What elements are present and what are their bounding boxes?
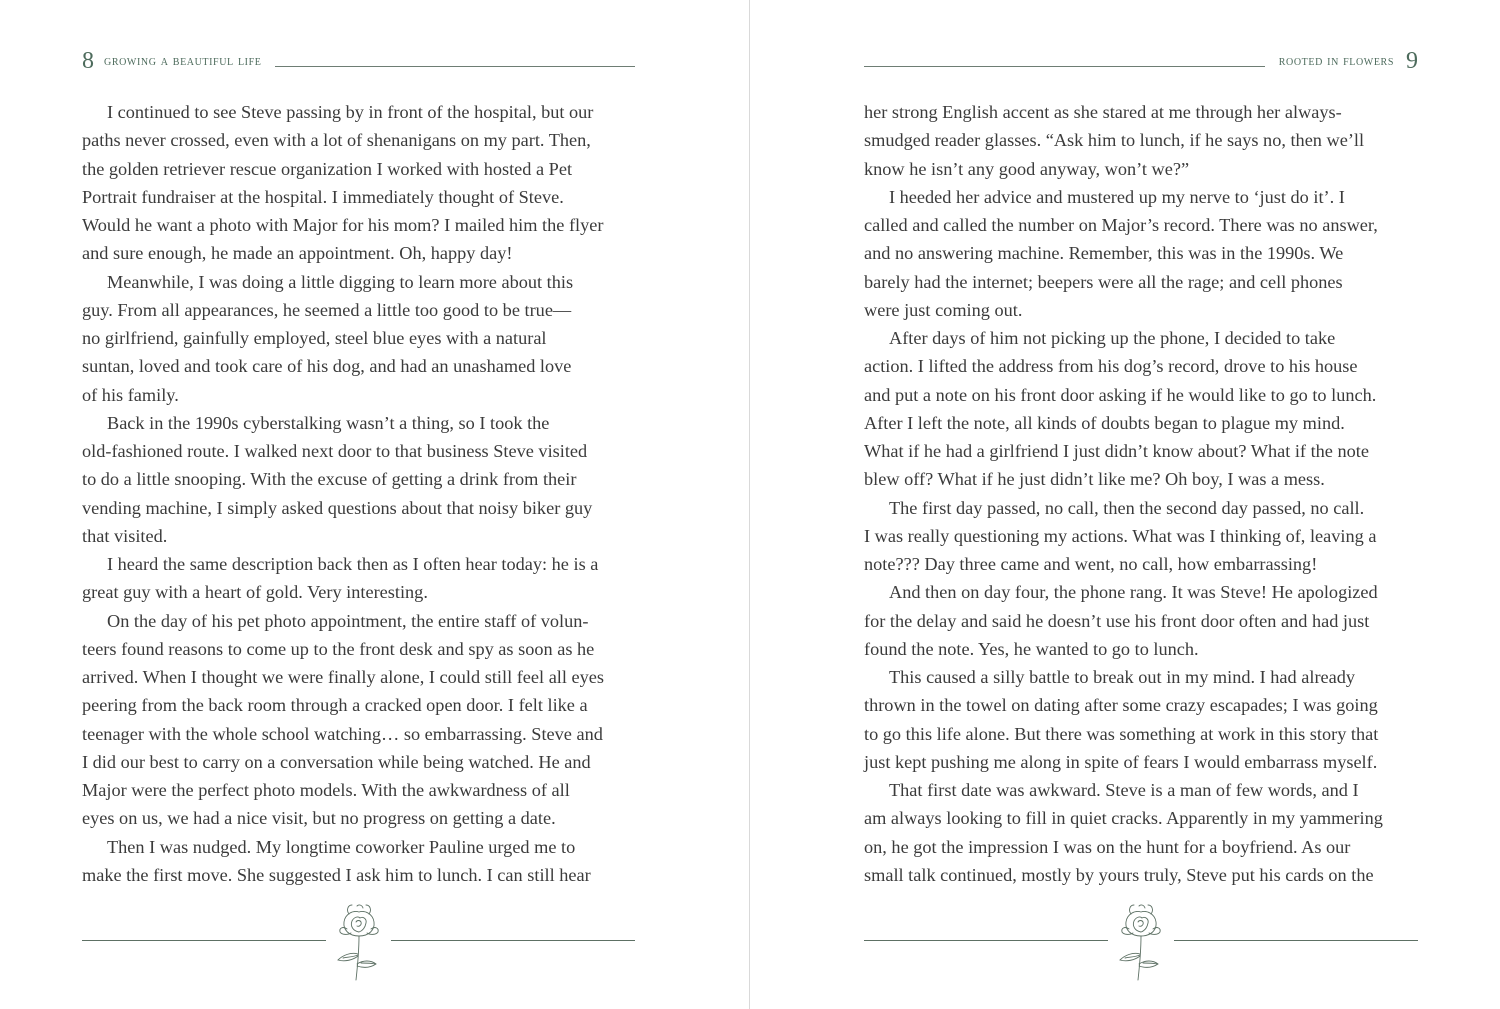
- text-line: That first date was awkward. Steve is a man of few words, and I: [889, 780, 1359, 800]
- text-line: thrown in the towel on dating after some crazy escapades; I was going: [864, 695, 1378, 716]
- page-number: 9: [1406, 48, 1418, 74]
- text-line: paths never crossed, even with a lot of shenanigans on my part. Then,: [82, 130, 591, 151]
- text-line: Meanwhile, I was doing a little digging to learn more about this: [107, 271, 574, 292]
- text-line: know he isn’t any good anyway, won’t we?”: [864, 158, 1190, 179]
- text-line: and no answering machine. Remember, this was in the 1990s. We: [864, 243, 1344, 264]
- text-line: I did our best to carry on a conversation while being watched. He and: [82, 751, 591, 772]
- text-line: of his family.: [82, 384, 179, 405]
- text-line: small talk continued, mostly by yours truly, Steve put his cards on the: [864, 864, 1374, 885]
- text-line: called and called the number on Major’s record. There was no answer,: [864, 215, 1378, 235]
- left-page: [82, 0, 635, 1009]
- text-line: peering from the back room through a cracked open door. I felt like a: [82, 695, 588, 716]
- text-line: am always looking to fill in quiet cracks. Apparently in my yammering: [864, 808, 1383, 829]
- text-line: smudged reader glasses. “Ask him to lunch, if he says no, then we’ll: [864, 130, 1365, 151]
- text-line: for the delay and said he doesn’t use his front door often and had just: [864, 610, 1370, 631]
- page-ornament: [864, 900, 1418, 982]
- header-rule: [275, 66, 635, 67]
- ornament-rule-right: [391, 940, 635, 941]
- text-line: on, he got the impression I was on the hunt for a boyfriend. As our: [864, 836, 1351, 857]
- text-line: guy. From all appearances, he seemed a little too good to be true—: [82, 299, 572, 320]
- text-line: After days of him not picking up the phone, I decided to take: [889, 328, 1336, 348]
- text-line: were just coming out.: [864, 299, 1023, 320]
- text-line: On the day of his pet photo appointment, the entire staff of volun-: [107, 610, 589, 631]
- text-line: that visited.: [82, 525, 168, 546]
- running-head: rooted in flowers: [1278, 53, 1394, 69]
- text-line: eyes on us, we had a nice visit, but no progress on getting a date.: [82, 808, 556, 829]
- text-line: barely had the internet; beepers were all the rage; and cell phones: [864, 271, 1343, 292]
- text-line: arrived. When I thought we were finally alone, I could still feel all eyes: [82, 667, 605, 687]
- text-line: teenager with the whole school watching… so embarrassing. Steve and: [82, 723, 603, 744]
- right-page-header: [864, 46, 1418, 76]
- header-rule: [864, 66, 1265, 67]
- text-line: the golden retriever rescue organization I worked with hosted a Pet: [82, 158, 573, 179]
- ornament-rule-left: [82, 940, 326, 941]
- text-line: And then on day four, the phone rang. It was Steve! He apologized: [889, 582, 1378, 603]
- text-line: her strong English accent as she stared at me through her always-: [864, 102, 1342, 122]
- text-line: found the note. Yes, he wanted to go to lunch.: [864, 638, 1199, 659]
- ornament-rule-right: [1174, 940, 1418, 941]
- text-line: The first day passed, no call, then the second day passed, no call.: [889, 497, 1365, 518]
- running-head: growing a beautiful life: [104, 53, 262, 69]
- text-line: great guy with a heart of gold. Very interesting.: [82, 582, 428, 603]
- page-gutter: [749, 0, 750, 1009]
- text-line: to go this life alone. But there was something at work in this story that: [864, 723, 1379, 744]
- text-line: action. I lifted the address from his dog’s record, drove to his house: [864, 356, 1358, 377]
- text-line: Would he want a photo with Major for his mom? I mailed him the flyer: [82, 215, 604, 235]
- rose-line-drawing-icon: [1111, 902, 1171, 982]
- text-line: vending machine, I simply asked questions about that noisy biker guy: [82, 497, 593, 518]
- page-ornament: [82, 900, 635, 982]
- text-line: I heeded her advice and mustered up my nerve to ‘just do it’. I: [889, 186, 1345, 207]
- text-line: and sure enough, he made an appointment. Oh, happy day!: [82, 243, 513, 264]
- text-line: I heard the same description back then as I often hear today: he is a: [107, 554, 599, 574]
- text-line: note??? Day three came and went, no call, how embarrassing!: [864, 554, 1318, 574]
- text-line: no girlfriend, gainfully employed, steel blue eyes with a natural: [82, 328, 547, 348]
- text-line: After I left the note, all kinds of doubts began to plague my mind.: [864, 412, 1345, 433]
- text-line: Then I was nudged. My longtime coworker Pauline urged me to: [107, 836, 576, 857]
- text-line: I was really questioning my actions. What was I thinking of, leaving a: [864, 525, 1377, 546]
- text-line: Back in the 1990s cyberstalking wasn’t a thing, so I took the: [107, 412, 550, 433]
- text-line: blew off? What if he just didn’t like me? Oh boy, I was a mess.: [864, 469, 1325, 490]
- text-line: old-fashioned route. I walked next door to that business Steve visited: [82, 441, 588, 461]
- left-page-body: [82, 98, 635, 889]
- text-line: I continued to see Steve passing by in front of the hospital, but our: [107, 102, 594, 122]
- page-number: 8: [82, 48, 94, 74]
- text-line: teers found reasons to come up to the front desk and spy as soon as he: [82, 638, 595, 659]
- right-page-body: [864, 98, 1418, 889]
- text-line: Major were the perfect photo models. With the awkwardness of all: [82, 780, 570, 800]
- text-line: just kept pushing me along in spite of fears I would embarrass myself.: [864, 751, 1378, 772]
- right-page: [864, 0, 1418, 1009]
- text-line: This caused a silly battle to break out in my mind. I had already: [889, 667, 1356, 687]
- text-line: and put a note on his front door asking if he would like to go to lunch.: [864, 384, 1377, 405]
- ornament-rule-left: [864, 940, 1108, 941]
- text-line: What if he had a girlfriend I just didn’t know about? What if the note: [864, 441, 1369, 461]
- text-line: make the first move. She suggested I ask him to lunch. I can still hear: [82, 864, 591, 885]
- rose-line-drawing-icon: [329, 902, 389, 982]
- left-page-header: [82, 46, 635, 76]
- text-line: to do a little snooping. With the excuse of getting a drink from their: [82, 469, 577, 490]
- text-line: Portrait fundraiser at the hospital. I immediately thought of Steve.: [82, 186, 564, 207]
- text-line: suntan, loved and took care of his dog, and had an unashamed love: [82, 356, 572, 377]
